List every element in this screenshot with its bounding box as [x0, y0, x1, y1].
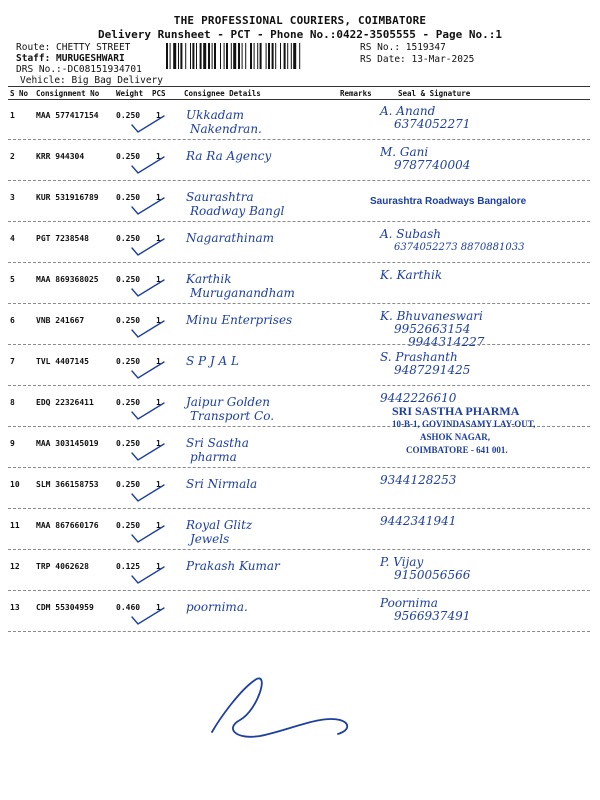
barcode-bar	[242, 43, 243, 69]
signature-handwriting	[380, 556, 470, 582]
consignee-handwriting	[186, 190, 284, 218]
barcode-bar	[260, 43, 262, 69]
signature-line: 9487291425	[394, 363, 471, 377]
signature-line: P. Vijay	[380, 555, 424, 569]
consignee-handwriting	[186, 600, 248, 614]
col-consignee: Consignee Details	[184, 89, 261, 98]
row-weight: 0.250	[116, 152, 141, 161]
row-pcs: 1	[156, 439, 161, 448]
signature-line: 6374052271	[394, 117, 471, 131]
row-consignment-no: MAA 869368025	[36, 275, 99, 284]
signature-handwriting	[380, 269, 442, 282]
row-pcs: 1	[156, 193, 161, 202]
consignee-line: Sri Nirmala	[186, 477, 258, 491]
barcode-bar	[214, 43, 216, 69]
row-sno: 4	[10, 234, 15, 243]
consignee-handwriting	[186, 477, 257, 491]
col-pcs: PCS	[152, 89, 166, 98]
barcode-bar	[254, 43, 255, 69]
route-label: Route: CHETTY STREET	[16, 42, 131, 53]
signature-line: 6374052273 8870881033	[394, 242, 525, 253]
rs-date: RS Date: 13-Mar-2025	[360, 54, 475, 65]
tick-mark	[128, 441, 168, 463]
barcode-bar	[180, 43, 182, 69]
barcode-bar	[280, 43, 281, 69]
barcode-bar	[250, 43, 252, 69]
row-sno: 7	[10, 357, 15, 366]
barcode-bar	[220, 43, 221, 69]
barcode-bar	[291, 43, 292, 69]
consignee-line: Jaipur Golden	[186, 395, 270, 409]
barcode-bar	[272, 43, 274, 69]
row-consignment-no: EDQ 22326411	[36, 398, 94, 407]
table-row	[0, 550, 600, 591]
col-consignment: Consignment No	[36, 89, 100, 98]
barcode-bar	[185, 43, 186, 69]
consignee-line: Prakash Kumar	[186, 559, 280, 573]
signature-line: 9150056566	[394, 568, 471, 582]
row-pcs: 1	[156, 398, 161, 407]
row-consignment-no: MAA 303145019	[36, 439, 99, 448]
consignee-line: Sri Sastha	[186, 436, 249, 450]
barcode-bar	[233, 43, 236, 69]
consignee-line: Roadway Bangl	[190, 204, 285, 218]
consignee-line: Karthik	[186, 272, 232, 286]
signature-handwriting	[380, 351, 470, 377]
consignee-handwriting	[186, 231, 274, 245]
signature-line: 9566937491	[394, 609, 471, 623]
row-pcs: 1	[156, 152, 161, 161]
signature-handwriting	[380, 146, 470, 172]
table-row	[0, 304, 600, 349]
consignee-line: Ra Ra Agency	[186, 149, 272, 163]
row-sno: 3	[10, 193, 15, 202]
signature-handwriting	[380, 105, 470, 131]
rs-number: RS No.: 1519347	[360, 42, 446, 53]
row-pcs: 1	[156, 357, 161, 366]
signature-line: 9952663154	[394, 322, 471, 336]
signature-line: K. Bhuvaneswari	[380, 309, 483, 323]
table-row	[0, 591, 600, 632]
runsheet-subtitle: Delivery Runsheet - PCT - Phone No.:0422-3505555 - Page No.:1	[98, 28, 502, 41]
signature-handwriting	[380, 228, 524, 254]
barcode-bar	[173, 43, 176, 69]
barcode-bar	[231, 43, 232, 69]
tick-mark	[128, 195, 168, 217]
drs-number: DRS No.:-DC08151934701	[16, 64, 142, 75]
consignee-handwriting	[186, 149, 271, 163]
barcode-bar	[245, 43, 246, 69]
stamp-line: 10-B-1, GOVINDASAMY LAY-OUT,	[392, 419, 536, 429]
signature-line: 9442341941	[380, 514, 457, 528]
signature-line: Poornima	[380, 596, 438, 610]
table-row	[0, 345, 600, 386]
row-pcs: 1	[156, 275, 161, 284]
consignee-handwriting	[186, 395, 274, 423]
table-row	[0, 140, 600, 181]
consignee-line: Minu Enterprises	[186, 313, 293, 327]
consignee-line: pharma	[190, 450, 237, 464]
barcode-bar	[190, 43, 191, 69]
barcode-bar	[299, 43, 300, 69]
row-pcs: 1	[156, 521, 161, 530]
row-weight: 0.250	[116, 193, 141, 202]
row-consignment-no: KRR 944304	[36, 152, 85, 161]
row-weight: 0.250	[116, 398, 141, 407]
row-weight: 0.250	[116, 480, 141, 489]
barcode-bar	[196, 43, 197, 69]
row-consignment-no: CDM 55304959	[36, 603, 94, 612]
tick-mark	[128, 359, 168, 381]
header-rule	[8, 86, 590, 87]
stamp-line: COIMBATORE - 641 001.	[406, 445, 508, 455]
signature-line: 9344128253	[380, 473, 457, 487]
table-row	[0, 509, 600, 550]
barcode-bar	[203, 43, 206, 69]
consignee-line: Saurashtra	[186, 190, 254, 204]
barcode-bar	[192, 43, 194, 69]
barcode-bar	[170, 43, 171, 69]
signature-line: M. Gani	[380, 145, 429, 159]
consignee-line: poornima.	[186, 600, 248, 614]
stamp-line: ASHOK NAGAR,	[420, 432, 491, 442]
tick-mark	[128, 318, 168, 340]
row-pcs: 1	[156, 562, 161, 571]
tick-mark	[128, 113, 168, 135]
row-sno: 2	[10, 152, 15, 161]
col-sno: S No	[10, 89, 29, 98]
col-seal-signature: Seal & Signature	[398, 89, 471, 98]
signature-line: 9787740004	[394, 158, 471, 172]
consignee-line: Ukkadam	[186, 108, 245, 122]
tick-mark	[128, 564, 168, 586]
barcode-bar	[275, 43, 276, 69]
consignee-handwriting	[186, 436, 249, 464]
tick-mark	[128, 154, 168, 176]
barcode-bar	[178, 43, 179, 69]
row-separator	[8, 631, 590, 632]
consignee-handwriting	[186, 354, 239, 368]
row-sno: 13	[10, 603, 20, 612]
row-weight: 0.250	[116, 234, 141, 243]
barcode-bar	[268, 43, 270, 69]
consignee-handwriting	[186, 559, 280, 573]
row-consignment-no: TRP 4062628	[36, 562, 89, 571]
consignee-line: Nakendran.	[190, 122, 262, 136]
row-sno: 12	[10, 562, 20, 571]
table-row	[0, 99, 600, 140]
row-pcs: 1	[156, 603, 161, 612]
row-sno: 5	[10, 275, 15, 284]
company-stamp	[392, 405, 535, 457]
row-pcs: 1	[156, 316, 161, 325]
table-row	[0, 222, 600, 263]
table-row	[0, 181, 600, 222]
tick-mark	[128, 523, 168, 545]
signature-handwriting	[380, 597, 470, 623]
company-stamp: Saurashtra Roadways Bangalore	[370, 196, 527, 207]
consignee-handwriting	[186, 313, 292, 327]
vehicle-label: Vehicle: Big Bag Delivery	[20, 75, 163, 86]
row-sno: 6	[10, 316, 15, 325]
consignee-line: Royal Glitz	[186, 518, 253, 532]
barcode-bar	[212, 43, 213, 69]
tick-mark	[128, 605, 168, 627]
row-consignment-no: MAA 867660176	[36, 521, 99, 530]
col-remarks: Remarks	[340, 89, 372, 98]
tick-mark	[128, 277, 168, 299]
barcode	[166, 43, 352, 69]
runsheet-title: THE PROFESSIONAL COURIERS, COIMBATORE	[173, 14, 427, 27]
consignee-line: Nagarathinam	[186, 231, 275, 245]
runner-signature	[200, 660, 360, 750]
row-sno: 10	[10, 480, 20, 489]
consignee-handwriting	[186, 518, 252, 546]
table-row	[0, 468, 600, 509]
tick-mark	[128, 236, 168, 258]
col-weight: Weight	[116, 89, 144, 98]
consignee-handwriting	[186, 272, 295, 300]
row-pcs: 1	[156, 111, 161, 120]
barcode-bar	[293, 43, 296, 69]
barcode-bar	[224, 43, 225, 69]
barcode-bar	[166, 43, 168, 69]
row-consignment-no: SLM 366158753	[36, 480, 99, 489]
barcode-bar	[287, 43, 288, 69]
signature-line: A. Anand	[380, 104, 436, 118]
row-weight: 0.250	[116, 357, 141, 366]
barcode-bar	[200, 43, 202, 69]
signature-line: S. Prashanth	[380, 350, 458, 364]
consignee-line: Jewels	[190, 532, 230, 546]
barcode-bar	[238, 43, 240, 69]
row-sno: 9	[10, 439, 15, 448]
signature-handwriting	[380, 474, 456, 487]
row-weight: 0.250	[116, 316, 141, 325]
row-sno: 1	[10, 111, 15, 120]
stamp-line: SRI SASTHA PHARMA	[392, 404, 520, 418]
row-sno: 8	[10, 398, 15, 407]
signature-handwriting	[380, 515, 456, 528]
row-consignment-no: VNB 241667	[36, 316, 85, 325]
row-consignment-no: PGT 7238548	[36, 234, 89, 243]
barcode-bar	[226, 43, 228, 69]
signature-line: 9442226610	[380, 391, 457, 405]
consignee-line: S P J A L	[186, 354, 239, 368]
row-weight: 0.125	[116, 562, 141, 571]
barcode-bar	[266, 43, 267, 69]
row-weight: 0.250	[116, 275, 141, 284]
row-consignment-no: TVL 4407145	[36, 357, 89, 366]
consignee-line: Transport Co.	[190, 409, 275, 423]
row-sno: 11	[10, 521, 20, 530]
barcode-bar	[208, 43, 210, 69]
signature-line: K. Karthik	[380, 268, 443, 282]
row-weight: 0.250	[116, 521, 141, 530]
signature-line: A. Subash	[380, 227, 441, 241]
row-weight: 0.250	[116, 439, 141, 448]
row-consignment-no: MAA 577417154	[36, 111, 99, 120]
consignee-line: Muruganandham	[190, 286, 295, 300]
row-weight: 0.460	[116, 603, 141, 612]
staff-label: Staff: MURUGESHWARI	[16, 53, 125, 64]
signature-line: 9944314227	[408, 335, 485, 349]
barcode-bar	[257, 43, 258, 69]
row-consignment-no: KUR 531916789	[36, 193, 99, 202]
row-pcs: 1	[156, 234, 161, 243]
tick-mark	[128, 400, 168, 422]
row-weight: 0.250	[116, 111, 141, 120]
tick-mark	[128, 482, 168, 504]
barcode-bar	[284, 43, 286, 69]
row-pcs: 1	[156, 480, 161, 489]
consignee-handwriting	[186, 108, 262, 136]
table-row	[0, 263, 600, 304]
